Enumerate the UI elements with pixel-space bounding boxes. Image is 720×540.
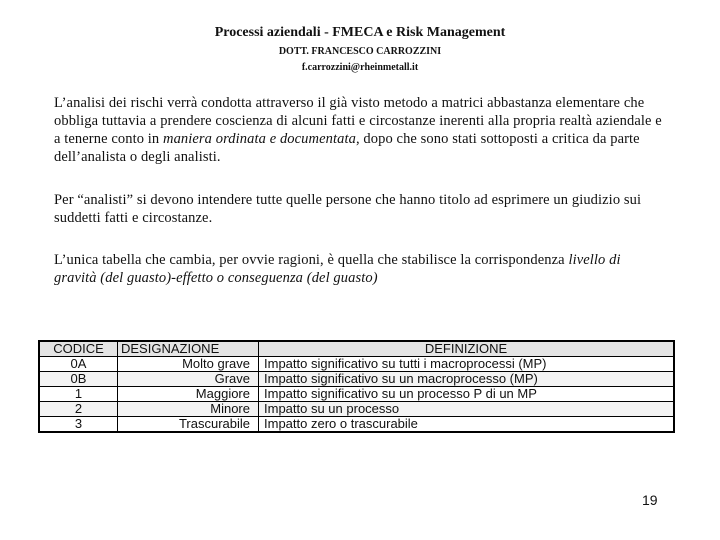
cell-designation: Molto grave	[118, 357, 259, 372]
paragraph-table-intro	[54, 251, 666, 287]
cell-definition: Impatto significativo su un processo P di un MP	[259, 387, 675, 402]
cell-definition: Impatto su un processo	[259, 402, 675, 417]
cell-designation: Maggiore	[118, 387, 259, 402]
cell-definition: Impatto zero o trascurabile	[259, 417, 675, 433]
cell-code: 3	[39, 417, 118, 433]
author-email: f.carrozzini@rheinmetall.it	[301, 62, 419, 73]
paragraph-analysts	[54, 191, 666, 227]
slide-header	[0, 24, 720, 75]
column-header-designation: DESIGNAZIONE	[118, 341, 259, 357]
severity-table	[38, 340, 675, 433]
paragraph-emphasis: maniera ordinata e documentata	[163, 131, 356, 147]
table-row	[39, 372, 674, 387]
paragraph-risk-analysis	[54, 94, 666, 166]
cell-designation: Trascurabile	[118, 417, 259, 433]
paragraph-emphasis: livello di gravità (del guasto)-effetto o conseguenza (del guasto)	[54, 252, 621, 286]
column-header-definition: DEFINIZIONE	[259, 341, 675, 357]
column-header-code: CODICE	[39, 341, 118, 357]
cell-code: 0B	[39, 372, 118, 387]
cell-code: 0A	[39, 357, 118, 372]
paragraph-text: L’unica tabella che cambia, per ovvie ragioni, è quella che stabilisce la corrispondenza	[54, 252, 569, 268]
paragraph-text-tail: , dopo che sono stati sottoposti a critica da parte dell’analista o degli analisti.	[54, 131, 640, 165]
table-header-row	[39, 341, 674, 357]
table-row	[39, 387, 674, 402]
table-row	[39, 402, 674, 417]
author-name: DOTT. FRANCESCO CARROZZINI	[278, 46, 442, 57]
table-row	[39, 417, 674, 433]
paragraph-text: L’analisi dei rischi verrà condotta attraverso il già visto metodo a matrici abbastanza elementare che obbliga tuttavia a prendere coscienza di alcuni fatti e circostanze inerenti alla propria realtà aziendale e a tenerne conto in	[54, 95, 662, 147]
cell-code: 1	[39, 387, 118, 402]
table-row	[39, 357, 674, 372]
cell-definition: Impatto significativo su tutti i macroprocessi (MP)	[259, 357, 675, 372]
cell-designation: Minore	[118, 402, 259, 417]
paragraph-text: Per “analisti” si devono intendere tutte quelle persone che hanno titolo ad esprimere un giudizio sui suddetti fatti e circostanze.	[54, 192, 642, 226]
cell-code: 2	[39, 402, 118, 417]
cell-definition: Impatto significativo su un macroprocesso (MP)	[259, 372, 675, 387]
page-number: 19	[642, 492, 658, 508]
cell-designation: Grave	[118, 372, 259, 387]
page-title: Processi aziendali - FMECA e Risk Management	[214, 25, 506, 40]
